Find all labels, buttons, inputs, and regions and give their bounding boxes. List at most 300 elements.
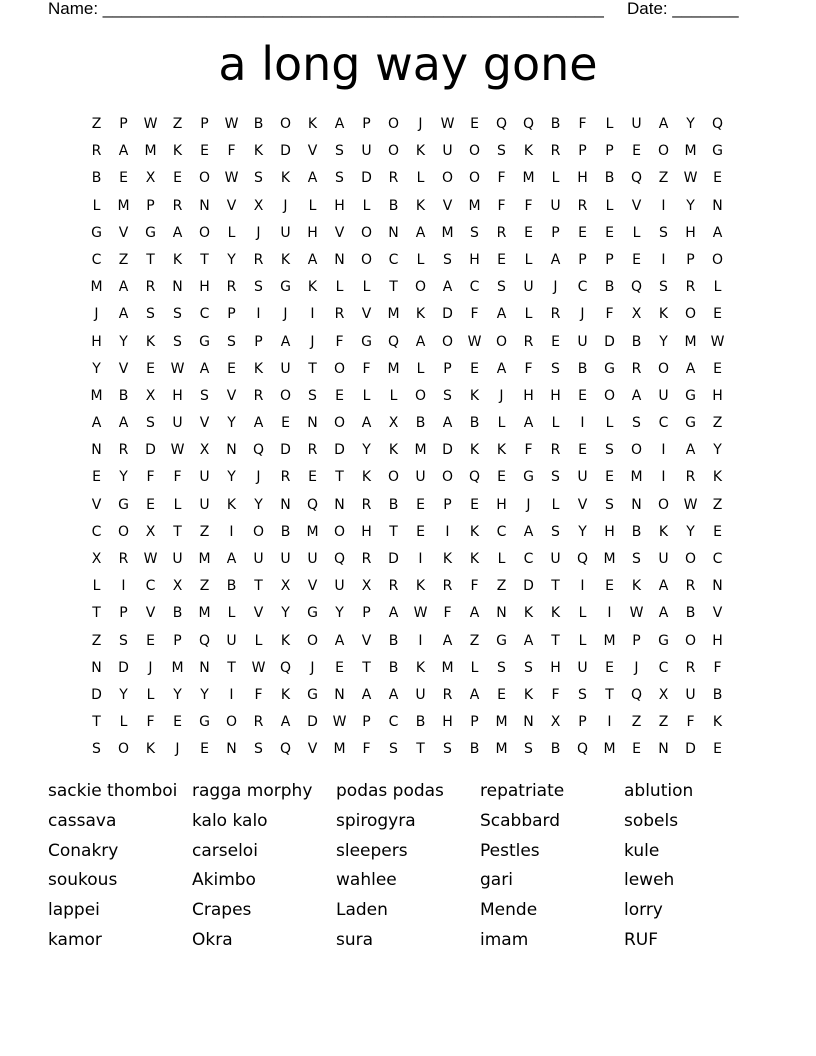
grid-letter: R	[523, 333, 534, 350]
grid-letter: T	[146, 251, 155, 268]
grid-letter: E	[173, 714, 182, 731]
grid-letter: A	[550, 251, 561, 268]
grid-letter: Z	[172, 116, 183, 132]
grid-letter: R	[253, 714, 264, 731]
grid-letter: K	[280, 170, 291, 187]
grid-letter: Y	[119, 333, 128, 350]
grid-letter: E	[713, 306, 722, 323]
grid-letter: O	[414, 387, 427, 404]
grid-letter: A	[496, 306, 507, 323]
grid-letter: C	[523, 551, 534, 567]
grid-letter: O	[279, 116, 292, 132]
word-list-item: lorry	[624, 900, 663, 921]
grid-letter: L	[227, 605, 236, 622]
word-list-item: Mende	[480, 900, 538, 921]
grid-letter: K	[172, 143, 183, 160]
word-list-item: Crapes	[192, 900, 252, 921]
grid-letter: N	[334, 251, 345, 268]
grid-letter: O	[333, 523, 346, 540]
grid-letter: K	[280, 251, 291, 268]
grid-letter: X	[631, 306, 642, 323]
grid-letter: H	[496, 496, 507, 513]
grid-letter: R	[685, 279, 696, 296]
grid-letter: S	[551, 523, 560, 540]
grid-letter: O	[684, 632, 697, 649]
grid-letter: C	[199, 306, 210, 323]
grid-letter: W	[251, 659, 266, 676]
grid-letter: W	[683, 170, 698, 187]
grid-letter: S	[470, 224, 479, 241]
grid-letter: R	[118, 551, 129, 567]
grid-letter: C	[496, 523, 507, 540]
grid-letter: Y	[92, 360, 101, 377]
grid-letter: W	[683, 496, 698, 513]
grid-letter: Q	[252, 442, 265, 459]
grid-letter: B	[226, 578, 237, 595]
grid-letter: I	[256, 306, 261, 323]
grid-letter: S	[578, 686, 587, 703]
grid-letter: K	[253, 143, 264, 160]
grid-letter: R	[685, 469, 696, 486]
grid-letter: V	[253, 605, 264, 622]
grid-letter: H	[91, 333, 102, 350]
grid-letter: G	[145, 224, 156, 241]
grid-letter: P	[605, 143, 614, 160]
grid-letter: L	[578, 632, 587, 649]
grid-letter: B	[91, 170, 102, 187]
grid-letter: A	[469, 686, 480, 703]
grid-letter: L	[119, 714, 128, 731]
grid-letter: K	[361, 469, 372, 486]
grid-letter: K	[469, 551, 480, 567]
grid-letter: A	[118, 415, 129, 432]
grid-letter: B	[172, 605, 183, 622]
grid-letter: J	[634, 659, 639, 676]
grid-letter: Z	[712, 415, 723, 432]
grid-letter: M	[414, 442, 427, 459]
grid-letter: T	[416, 741, 425, 758]
word-list-item: Akimbo	[192, 870, 256, 891]
grid-letter: L	[551, 170, 560, 187]
grid-letter: J	[418, 116, 423, 132]
grid-letter: A	[388, 605, 399, 622]
grid-letter: X	[145, 387, 156, 404]
grid-letter: F	[686, 714, 695, 731]
word-list-item: gari	[480, 870, 513, 891]
grid-letter: J	[283, 197, 288, 214]
grid-letter: O	[495, 333, 508, 350]
grid-letter: F	[470, 306, 479, 323]
grid-letter: L	[173, 496, 182, 513]
grid-letter: E	[605, 659, 614, 676]
grid-letter: G	[712, 143, 723, 160]
grid-letter: U	[442, 143, 453, 160]
grid-letter: D	[442, 442, 453, 459]
grid-letter: L	[551, 496, 560, 513]
grid-letter: Z	[658, 714, 669, 731]
grid-letter: Y	[659, 333, 668, 350]
grid-letter: K	[415, 197, 426, 214]
grid-letter: N	[280, 496, 291, 513]
grid-letter: G	[307, 686, 318, 703]
grid-letter: C	[577, 279, 588, 296]
grid-letter: U	[577, 333, 588, 350]
grid-letter: S	[254, 279, 263, 296]
word-list-item: Scabbard	[480, 810, 561, 831]
grid-letter: S	[443, 387, 452, 404]
grid-letter: S	[497, 659, 506, 676]
grid-letter: M	[90, 387, 103, 404]
grid-letter: O	[684, 306, 697, 323]
grid-letter: N	[496, 605, 507, 622]
grid-letter: U	[199, 469, 210, 486]
grid-letter: A	[226, 551, 237, 567]
grid-letter: M	[684, 333, 697, 350]
grid-letter: R	[307, 442, 318, 459]
grid-letter: H	[712, 387, 723, 404]
grid-letter: O	[360, 224, 373, 241]
grid-letter: A	[361, 415, 372, 432]
grid-letter: S	[146, 415, 155, 432]
grid-letter: U	[577, 469, 588, 486]
grid-letter: D	[361, 170, 372, 187]
grid-letter: M	[90, 279, 103, 296]
grid-letter: U	[253, 551, 264, 567]
grid-letter: U	[685, 686, 696, 703]
word-list-item: ragga morphy	[192, 781, 313, 801]
grid-letter: L	[578, 605, 587, 622]
grid-letter: I	[229, 686, 234, 703]
grid-letter: R	[253, 387, 264, 404]
grid-letter: T	[551, 632, 560, 649]
grid-letter: K	[712, 714, 723, 731]
grid-letter: K	[307, 279, 318, 296]
grid-letter: O	[387, 469, 400, 486]
grid-letter: U	[523, 279, 534, 296]
grid-letter: Q	[630, 686, 643, 703]
grid-letter: V	[145, 605, 156, 622]
grid-letter: F	[713, 659, 722, 676]
grid-letter: T	[308, 360, 317, 377]
grid-letter: D	[118, 659, 129, 676]
word-list-item: leweh	[624, 870, 675, 891]
grid-letter: F	[524, 197, 533, 214]
grid-letter: A	[523, 632, 534, 649]
grid-letter: W	[413, 605, 428, 622]
grid-letter: U	[172, 415, 183, 432]
grid-letter: R	[496, 224, 507, 241]
grid-letter: K	[253, 360, 264, 377]
grid-letter: P	[362, 714, 371, 731]
grid-letter: B	[388, 632, 399, 649]
grid-letter: E	[308, 469, 317, 486]
grid-letter: P	[578, 251, 587, 268]
grid-letter: A	[388, 686, 399, 703]
grid-letter: A	[307, 170, 318, 187]
grid-letter: D	[604, 333, 615, 350]
word-list-item: repatriate	[480, 781, 565, 801]
grid-letter: G	[604, 360, 615, 377]
grid-letter: P	[632, 632, 641, 649]
word-list-item: RUF	[624, 929, 659, 950]
grid-letter: E	[497, 469, 506, 486]
grid-letter: F	[335, 333, 344, 350]
grid-letter: W	[143, 551, 158, 567]
grid-letter: N	[226, 442, 237, 459]
grid-letter: M	[441, 659, 454, 676]
grid-letter: D	[280, 442, 291, 459]
grid-letter: D	[523, 578, 534, 595]
grid-letter: D	[280, 143, 291, 160]
name-field-label: Name: _____________________________________________________	[48, 0, 604, 18]
grid-letter: D	[388, 551, 399, 567]
grid-letter: B	[550, 116, 561, 132]
grid-letter: F	[470, 578, 479, 595]
grid-letter: N	[91, 442, 102, 459]
grid-letter: S	[605, 442, 614, 459]
grid-letter: F	[578, 116, 587, 132]
grid-letter: P	[443, 496, 452, 513]
grid-letter: D	[145, 442, 156, 459]
word-list-item: Okra	[192, 929, 233, 950]
grid-letter: A	[361, 686, 372, 703]
grid-letter: Y	[686, 197, 695, 214]
grid-letter: Y	[119, 469, 128, 486]
grid-letter: R	[685, 578, 696, 595]
grid-letter: Y	[227, 469, 236, 486]
grid-letter: V	[118, 224, 129, 241]
grid-letter: I	[445, 523, 450, 540]
grid-letter: Q	[468, 469, 481, 486]
grid-letter: K	[145, 741, 156, 758]
word-list-item: carseloi	[192, 840, 258, 861]
grid-letter: K	[145, 333, 156, 350]
grid-letter: F	[497, 170, 506, 187]
grid-letter: P	[119, 116, 128, 132]
grid-letter: J	[283, 306, 288, 323]
grid-letter: N	[199, 197, 210, 214]
grid-letter: Z	[658, 170, 669, 187]
grid-letter: P	[605, 251, 614, 268]
grid-letter: X	[199, 442, 210, 459]
grid-letter: M	[522, 170, 535, 187]
grid-letter: Q	[306, 496, 319, 513]
grid-letter: Q	[576, 551, 589, 567]
grid-letter: S	[119, 632, 128, 649]
grid-letter: K	[442, 551, 453, 567]
grid-letter: U	[577, 659, 588, 676]
grid-letter: K	[415, 143, 426, 160]
grid-letter: O	[387, 116, 400, 132]
grid-letter: M	[198, 551, 211, 567]
grid-letter: R	[334, 306, 345, 323]
grid-letter: E	[173, 170, 182, 187]
grid-letter: L	[713, 279, 722, 296]
grid-letter: J	[256, 469, 261, 486]
grid-letter: F	[173, 469, 182, 486]
grid-letter: L	[605, 116, 614, 132]
grid-letter: G	[199, 333, 210, 350]
grid-letter: S	[497, 279, 506, 296]
grid-letter: R	[442, 686, 453, 703]
grid-letter: Q	[387, 333, 400, 350]
grid-letter: S	[200, 387, 209, 404]
grid-letter: P	[119, 605, 128, 622]
date-field-label: Date: _______	[627, 0, 739, 18]
word-list-item: soukous	[48, 870, 118, 891]
grid-letter: N	[523, 714, 534, 731]
header	[48, 0, 739, 18]
grid-letter: V	[712, 605, 723, 622]
grid-letter: N	[388, 224, 399, 241]
grid-letter: A	[712, 224, 723, 241]
grid-letter: S	[524, 741, 533, 758]
grid-letter: U	[280, 360, 291, 377]
grid-letter: Y	[281, 605, 290, 622]
word-list-item: sobels	[624, 810, 679, 831]
grid-letter: Y	[200, 686, 209, 703]
grid-letter: C	[145, 578, 156, 595]
grid-letter: C	[388, 714, 399, 731]
grid-letter: J	[553, 279, 558, 296]
grid-letter: E	[119, 170, 128, 187]
grid-letter: B	[604, 170, 615, 187]
grid-letter: S	[335, 143, 344, 160]
grid-letter: S	[551, 360, 560, 377]
grid-letter: G	[685, 387, 696, 404]
grid-letter: L	[308, 197, 317, 214]
grid-letter: E	[497, 251, 506, 268]
grid-letter: A	[631, 387, 642, 404]
grid-letter: Z	[91, 632, 102, 649]
grid-letter: O	[117, 523, 130, 540]
grid-letter: S	[173, 333, 182, 350]
grid-letter: K	[280, 632, 291, 649]
grid-letter: K	[658, 523, 669, 540]
grid-letter: Q	[630, 170, 643, 187]
grid-letter: E	[146, 632, 155, 649]
grid-letter: E	[146, 496, 155, 513]
grid-letter: E	[713, 170, 722, 187]
grid-letter: O	[468, 143, 481, 160]
grid-letter: U	[550, 197, 561, 214]
grid-letter: U	[550, 551, 561, 567]
grid-letter: R	[442, 578, 453, 595]
grid-letter: V	[226, 387, 237, 404]
grid-letter: L	[146, 686, 155, 703]
grid-letter: M	[603, 632, 616, 649]
grid-letter: S	[551, 469, 560, 486]
grid-letter: Y	[686, 116, 695, 132]
word-list-item: lappei	[48, 900, 100, 921]
grid-letter: H	[442, 714, 453, 731]
grid-letter: O	[198, 224, 211, 241]
grid-letter: P	[578, 143, 587, 160]
grid-letter: R	[685, 659, 696, 676]
grid-letter: A	[118, 143, 129, 160]
grid-letter: O	[225, 714, 238, 731]
grid-letter: O	[657, 143, 670, 160]
grid-letter: W	[224, 170, 239, 187]
grid-letter: I	[661, 197, 666, 214]
grid-letter: H	[172, 387, 183, 404]
word-list-item: imam	[480, 929, 529, 950]
grid-letter: S	[659, 279, 668, 296]
grid-letter: B	[550, 741, 561, 758]
grid-letter: B	[118, 387, 129, 404]
grid-letter: A	[415, 224, 426, 241]
word-list-item: wahlee	[336, 870, 397, 891]
grid-letter: I	[661, 442, 666, 459]
grid-letter: X	[550, 714, 561, 731]
grid-letter: S	[659, 224, 668, 241]
word-list-item: ablution	[624, 781, 694, 801]
grid-letter: E	[200, 741, 209, 758]
grid-letter: L	[92, 578, 101, 595]
grid-letter: J	[148, 659, 153, 676]
grid-letter: F	[524, 442, 533, 459]
grid-letter: K	[415, 659, 426, 676]
grid-letter: C	[712, 551, 723, 567]
grid-letter: Z	[199, 578, 210, 595]
grid-letter: F	[497, 197, 506, 214]
grid-letter: G	[199, 714, 210, 731]
grid-letter: G	[361, 333, 372, 350]
grid-letter: K	[469, 387, 480, 404]
grid-letter: X	[145, 523, 156, 540]
grid-letter: E	[713, 360, 722, 377]
grid-letter: S	[173, 306, 182, 323]
grid-letter: L	[416, 170, 425, 187]
grid-letter: P	[146, 197, 155, 214]
grid-letter: H	[712, 632, 723, 649]
grid-letter: S	[389, 741, 398, 758]
grid-letter: K	[226, 496, 237, 513]
grid-letter: B	[415, 714, 426, 731]
grid-letter: I	[580, 415, 585, 432]
grid-letter: Q	[279, 741, 292, 758]
grid-letter: M	[144, 143, 157, 160]
grid-letter: J	[580, 306, 585, 323]
grid-letter: L	[362, 279, 371, 296]
grid-letter: E	[227, 360, 236, 377]
grid-letter: C	[658, 415, 669, 432]
word-list-item: sackie thomboi	[48, 781, 178, 801]
grid-letter: T	[389, 279, 398, 296]
grid-letter: X	[172, 578, 183, 595]
grid-letter: H	[550, 659, 561, 676]
grid-letter: L	[227, 224, 236, 241]
page-title: a long way gone	[218, 37, 598, 91]
grid-letter: R	[280, 469, 291, 486]
grid-letter: A	[658, 116, 669, 132]
grid-letter: U	[280, 551, 291, 567]
grid-letter: J	[310, 333, 315, 350]
grid-letter: Q	[522, 116, 535, 132]
grid-letter: T	[335, 469, 344, 486]
grid-letter: R	[550, 442, 561, 459]
grid-letter: V	[334, 224, 345, 241]
grid-letter: O	[198, 170, 211, 187]
grid-letter: E	[146, 360, 155, 377]
grid-letter: A	[118, 279, 129, 296]
grid-letter: K	[523, 686, 534, 703]
grid-letter: R	[388, 170, 399, 187]
grid-letter: E	[551, 333, 560, 350]
grid-letter: G	[280, 279, 291, 296]
grid-letter: O	[657, 360, 670, 377]
grid-letter: E	[92, 469, 101, 486]
